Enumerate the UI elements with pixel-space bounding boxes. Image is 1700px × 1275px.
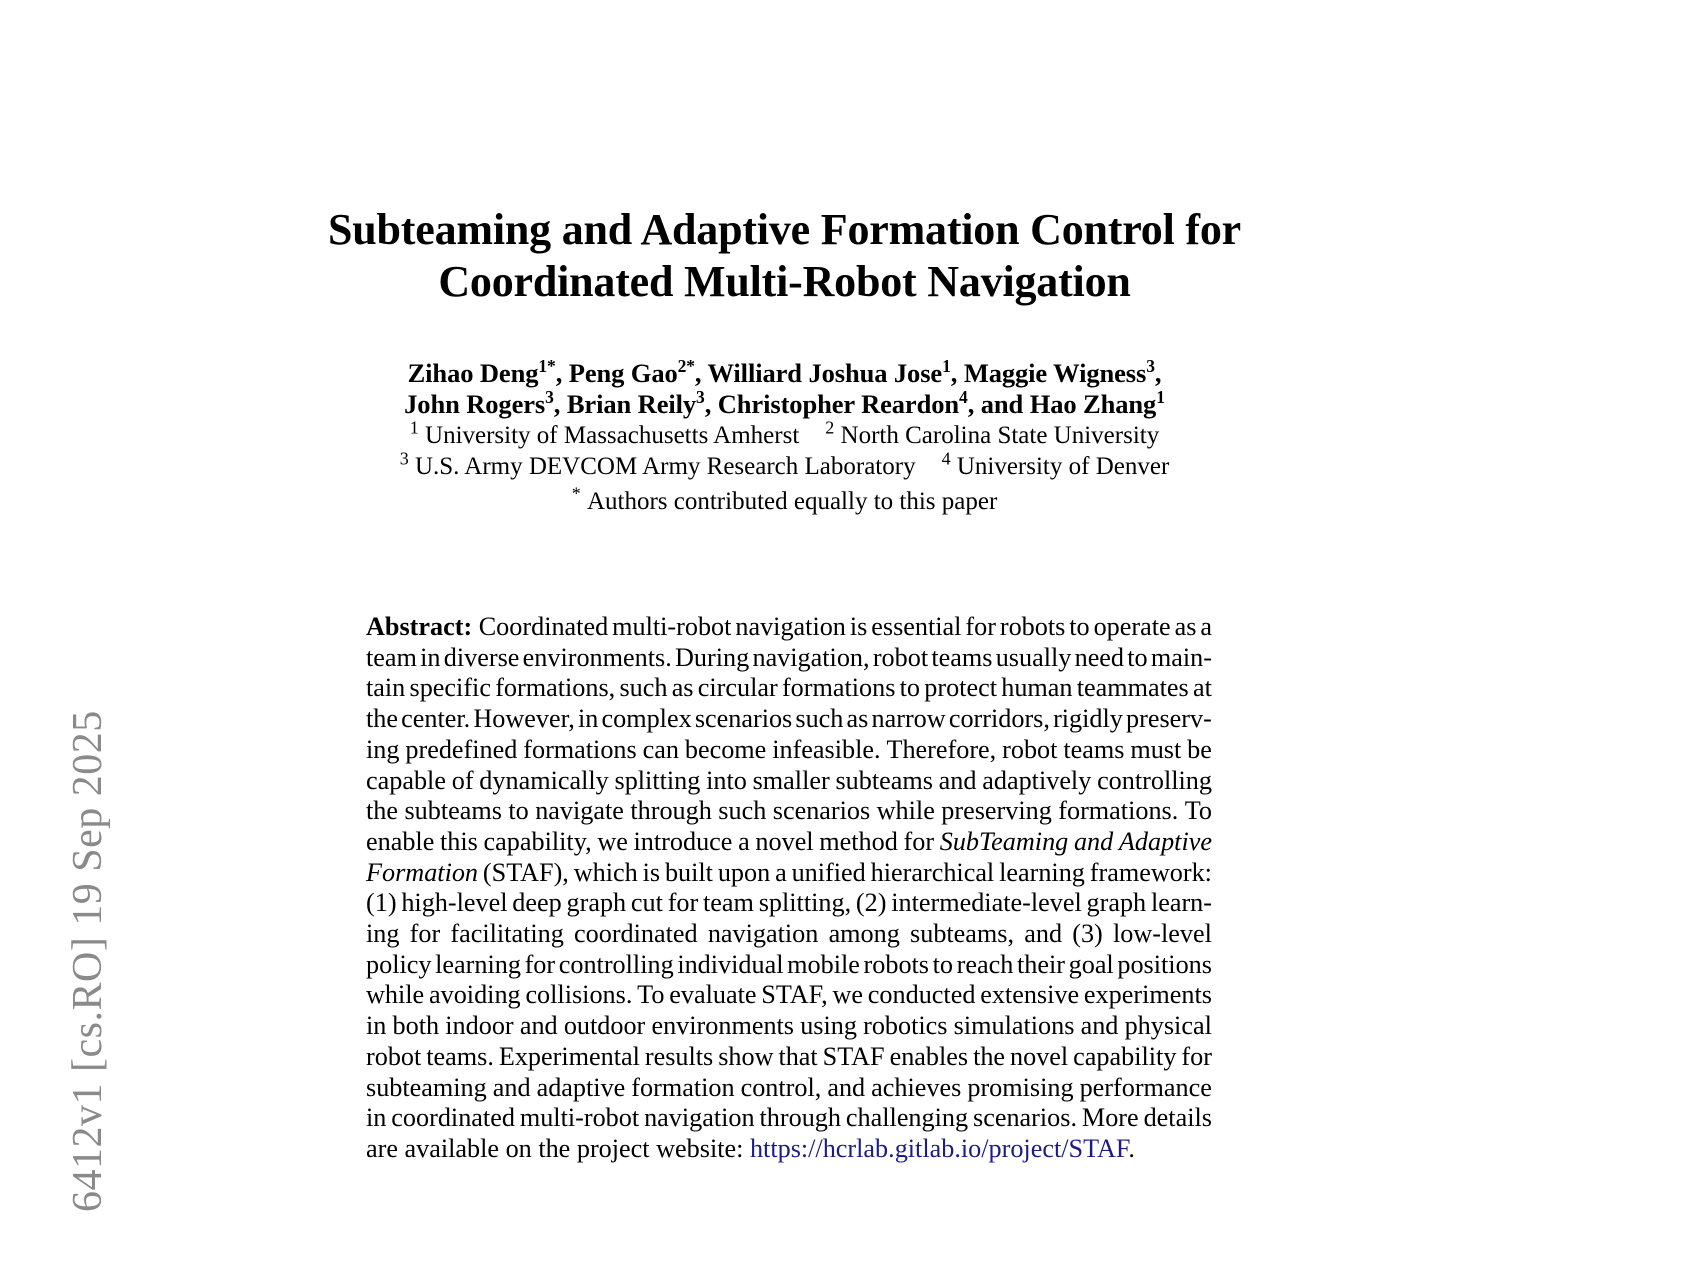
affiliation-line-2 (322, 448, 1247, 482)
abstract-italic-term: Adaptive (1118, 826, 1212, 856)
author-name: Peng Gao (568, 358, 678, 388)
abstract-text (366, 612, 1212, 1165)
author-affiliation-marker: 3 (696, 387, 705, 408)
affiliation-line-1 (322, 417, 1247, 451)
abstract-line: in coordinated multi-robot navigation through challenging scenarios. More details (366, 1103, 1212, 1133)
affiliation-name: North Carolina State University (840, 422, 1160, 449)
abstract-line: tain specific formations, such as circular formations to protect human teammates at (366, 673, 1212, 703)
project-website-link[interactable]: https://hcrlab.gitlab.io/project/STAF (749, 1133, 1129, 1163)
abstract-line: team in diverse environments. During navigation, robot teams usually need to main- (366, 642, 1212, 672)
equal-contribution-note (322, 483, 1247, 517)
abstract-line: policy learning for controlling individual mobile robots to reach their goal positions (366, 949, 1212, 979)
abstract-line: subteaming and adaptive formation control, and achieves promising performance (366, 1072, 1212, 1102)
abstract-italic-term: Formation (366, 857, 479, 887)
affiliation-name: University of Massachusetts Amherst (425, 422, 800, 449)
author-line-1: Zihao Deng$^{1*}$, Peng Gao$^{2*}$, Williard Joshua Jose$^1$, Maggie Wigness$^3$, (407, 356, 1162, 388)
abstract-label: Abstract: (366, 612, 473, 641)
affiliation-marker: 3 (399, 448, 409, 469)
abstract-line: while avoiding collisions. To evaluate STAF, we conducted extensive experiments (366, 980, 1212, 1010)
author-name: Maggie Wigness (963, 358, 1147, 388)
author-name: John Rogers (404, 389, 546, 419)
abstract-italic-term: SubTeaming (939, 826, 1069, 856)
author-line-2: John Rogers$^3$, Brian Reily$^3$, Christopher Reardon$^4$, and Hao Zhang$^1$ (404, 387, 1165, 419)
abstract-line: Formation (STAF), which is built upon a unified hierarchical learning framework: (366, 857, 1212, 887)
abstract-block (366, 612, 1212, 1165)
abstract-line: (1) high-level deep graph cut for team splitting, (2) intermediate-level graph learn- (366, 888, 1212, 918)
abstract-line: enable this capability, we introduce a novel method for SubTeaming and Adaptive (366, 826, 1212, 856)
title-line-2: Coordinated Multi-Robot Navigation (438, 257, 1131, 306)
affiliation-marker: 2 (825, 417, 835, 438)
page-title (322, 204, 1247, 308)
abstract-line: are available on the project website: https://hcrlab.gitlab.io/project/STAF. (366, 1133, 1135, 1163)
abstract-line: the center. However, in complex scenarios such as narrow corridors, rigidly preserv- (366, 704, 1212, 734)
author-name: Brian Reily (566, 389, 697, 419)
author-name: Christopher Reardon (717, 389, 960, 419)
equal-contribution-marker: * (571, 483, 581, 504)
abstract-line: Abstract: Coordinated multi-robot navigation is essential for robots to operate as a (366, 612, 1212, 641)
abstract-line: in both indoor and outdoor environments using robotics simulations and physical (366, 1011, 1212, 1041)
author-affiliation-marker: 1 (1156, 387, 1165, 408)
abstract-line: ing for facilitating coordinated navigation among subteams, and (3) low-level (366, 919, 1212, 949)
title-line-1: Subteaming and Adaptive Formation Control for (327, 205, 1242, 254)
author-affiliation-marker: 3 (545, 387, 554, 408)
affiliation-marker: 1 (409, 417, 419, 438)
author-affiliation-marker: 1 (942, 356, 951, 377)
author-name: Williard Joshua Jose (707, 358, 943, 388)
abstract-italic-term: and (1073, 826, 1114, 856)
abstract-line: capable of dynamically splitting into smaller subteams and adaptively controlling (366, 765, 1212, 795)
affiliation-name: U.S. Army DEVCOM Army Research Laboratory (414, 453, 916, 480)
affiliation-name: University of Denver (956, 453, 1170, 480)
author-affiliation-marker: 3 (1146, 356, 1155, 377)
author-affiliation-marker: 1* (538, 356, 556, 377)
abstract-line: the subteams to navigate through such scenarios while preserving formations. To (366, 796, 1212, 826)
author-affiliation-marker: 2* (677, 356, 695, 377)
author-name: and Hao Zhang (980, 389, 1157, 419)
author-block (322, 358, 1247, 517)
author-affiliation-marker: 4 (959, 387, 968, 408)
abstract-line: ing predefined formations can become infeasible. Therefore, robot teams must be (366, 734, 1212, 764)
affiliation-marker: 4 (941, 448, 951, 469)
title-block (322, 204, 1247, 308)
author-name: Zihao Deng (407, 358, 539, 388)
arxiv-identifier-stamp: 6412v1 [cs.RO] 19 Sep 2025 (65, 710, 111, 1212)
abstract-line: robot teams. Experimental results show that STAF enables the novel capability for (366, 1041, 1212, 1071)
equal-contribution-text: Authors contributed equally to this paper (586, 488, 998, 515)
